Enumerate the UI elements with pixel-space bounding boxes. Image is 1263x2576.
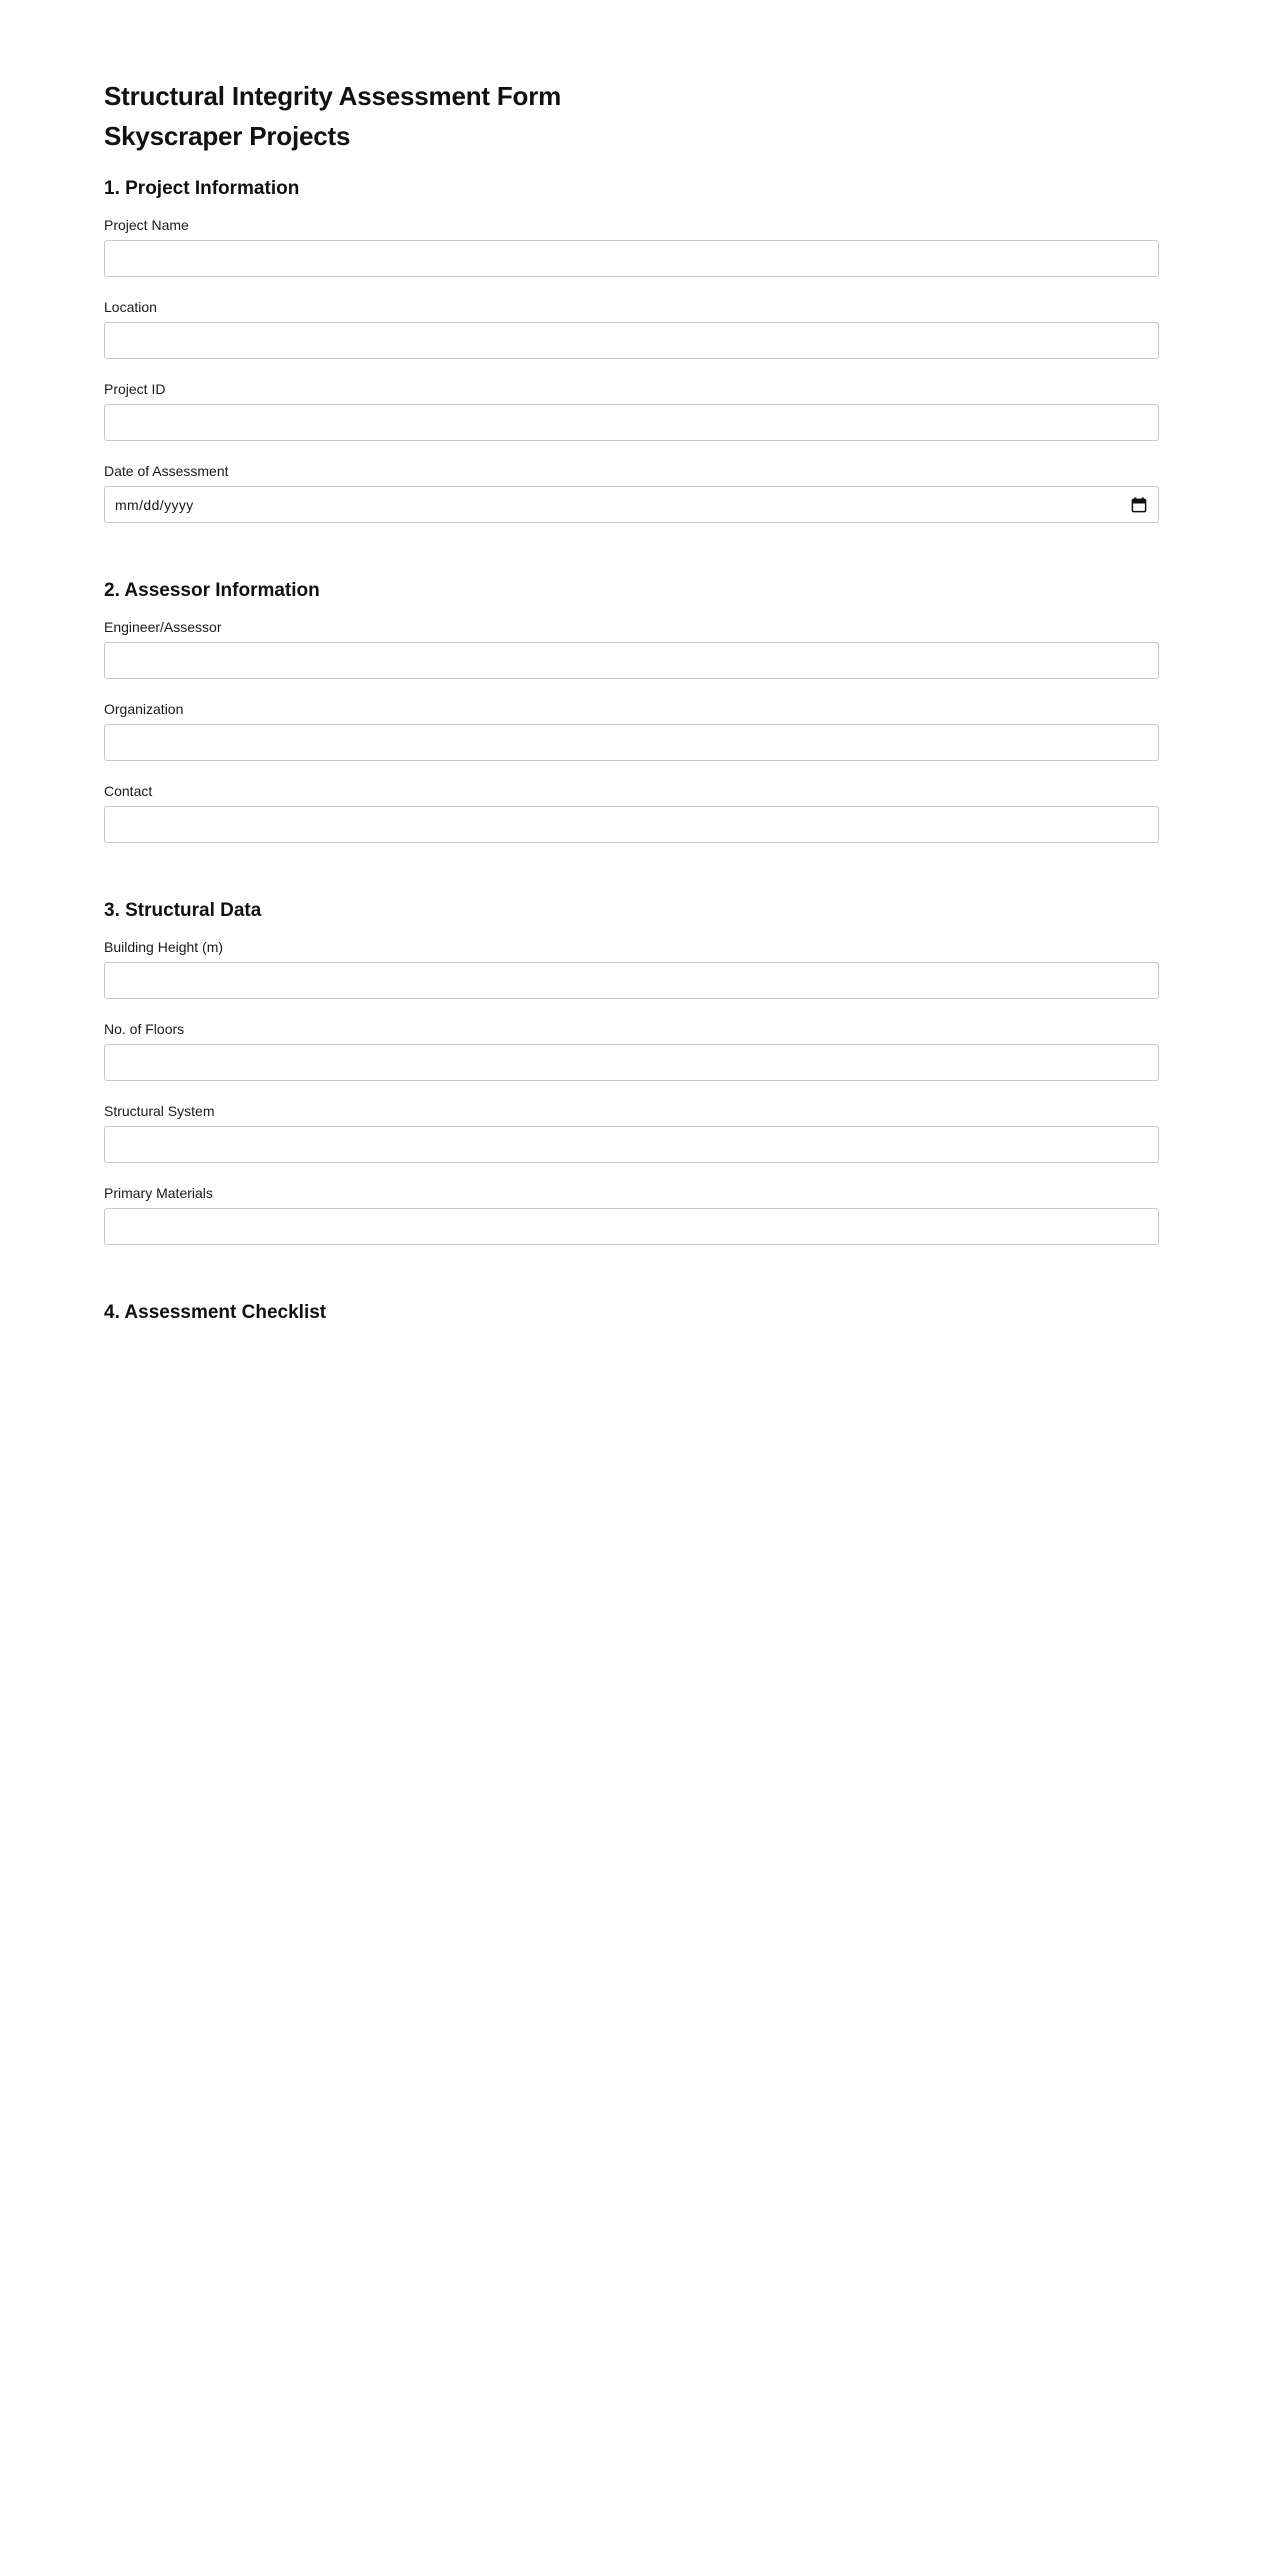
building-height-label: Building Height (m) bbox=[104, 939, 224, 955]
date-of-assessment-label: Date of Assessment bbox=[104, 463, 229, 479]
field-location bbox=[104, 297, 1159, 359]
structural-system-label: Structural System bbox=[104, 1103, 215, 1119]
field-date-of-assessment bbox=[104, 461, 1159, 523]
engineer-assessor-label: Engineer/Assessor bbox=[104, 619, 222, 635]
building-height-input[interactable] bbox=[104, 962, 1159, 999]
field-engineer-assessor bbox=[104, 617, 1159, 679]
structural-system-input[interactable] bbox=[104, 1126, 1159, 1163]
engineer-assessor-input[interactable] bbox=[104, 642, 1159, 679]
project-name-label: Project Name bbox=[104, 217, 189, 233]
field-no-of-floors bbox=[104, 1019, 1159, 1081]
field-primary-materials bbox=[104, 1183, 1159, 1245]
contact-input[interactable] bbox=[104, 806, 1159, 843]
form-title-line-2: Skyscraper Projects bbox=[104, 121, 351, 151]
primary-materials-input[interactable] bbox=[104, 1208, 1159, 1245]
organization-input[interactable] bbox=[104, 724, 1159, 761]
section-3-heading: 3. Structural Data bbox=[104, 900, 262, 921]
location-input[interactable] bbox=[104, 322, 1159, 359]
form-title-line-1: Structural Integrity Assessment Form bbox=[104, 81, 562, 111]
field-structural-system bbox=[104, 1101, 1159, 1163]
project-id-label: Project ID bbox=[104, 381, 166, 397]
field-organization bbox=[104, 699, 1159, 761]
form-page bbox=[104, 0, 1159, 1339]
calendar-icon[interactable] bbox=[1131, 497, 1147, 513]
section-1-heading: 1. Project Information bbox=[104, 178, 300, 199]
project-id-input[interactable] bbox=[104, 404, 1159, 441]
no-of-floors-input[interactable] bbox=[104, 1044, 1159, 1081]
field-building-height bbox=[104, 937, 1159, 999]
form-title bbox=[104, 76, 1159, 156]
field-contact bbox=[104, 781, 1159, 843]
location-label: Location bbox=[104, 299, 157, 315]
field-project-name bbox=[104, 215, 1159, 277]
section-structural-data bbox=[104, 863, 1159, 1265]
section-4-heading: 4. Assessment Checklist bbox=[104, 1302, 327, 1323]
organization-label: Organization bbox=[104, 701, 184, 717]
contact-label: Contact bbox=[104, 783, 153, 799]
project-name-input[interactable] bbox=[104, 240, 1159, 277]
section-project-information bbox=[104, 176, 1159, 543]
section-2-heading: 2. Assessor Information bbox=[104, 580, 320, 601]
section-assessment-checklist bbox=[104, 1265, 1159, 1339]
no-of-floors-label: No. of Floors bbox=[104, 1021, 185, 1037]
primary-materials-label: Primary Materials bbox=[104, 1185, 213, 1201]
section-assessor-information bbox=[104, 543, 1159, 863]
date-of-assessment-input[interactable] bbox=[104, 486, 1159, 523]
date-input-wrapper bbox=[104, 486, 1159, 523]
field-project-id bbox=[104, 379, 1159, 441]
